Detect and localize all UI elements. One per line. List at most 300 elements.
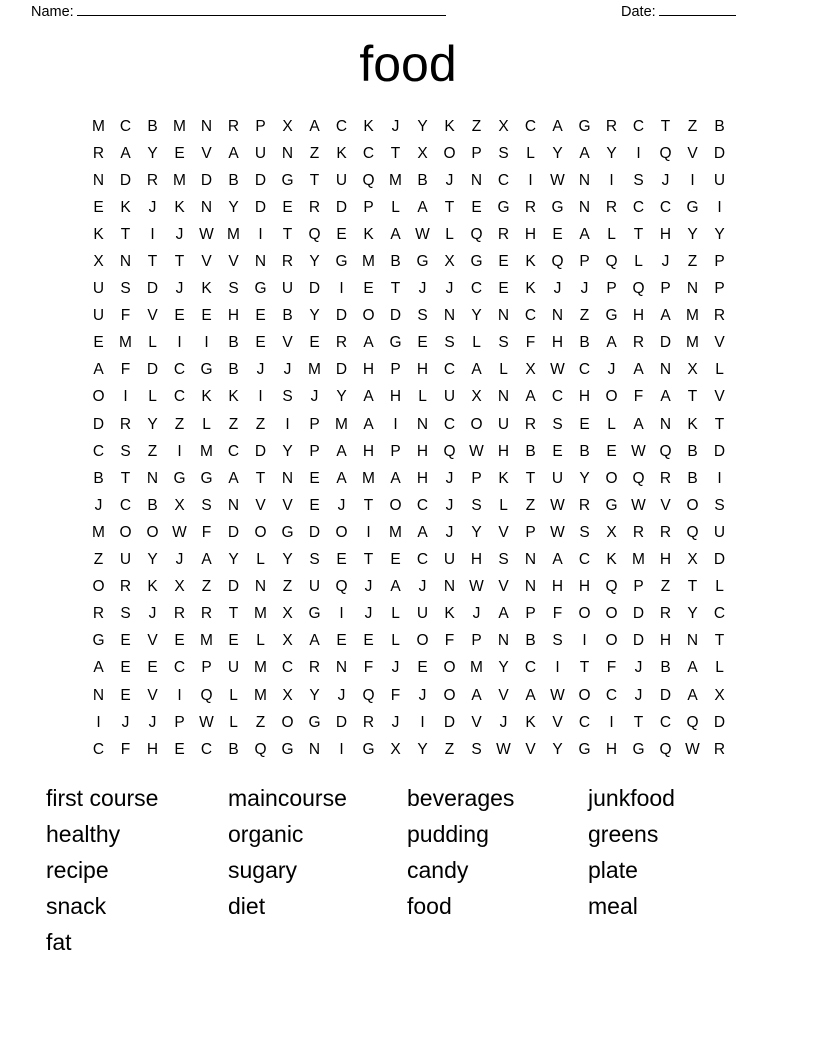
grid-cell[interactable]: L <box>607 415 616 433</box>
grid-cell[interactable]: T <box>633 713 644 731</box>
grid-cell[interactable]: A <box>309 632 320 650</box>
grid-cell[interactable]: J <box>337 686 346 704</box>
grid-cell[interactable]: Q <box>659 144 672 162</box>
grid-cell[interactable]: J <box>499 713 508 731</box>
grid-cell[interactable]: N <box>686 280 699 298</box>
grid-cell[interactable]: J <box>634 686 643 704</box>
grid-cell[interactable]: J <box>445 523 454 541</box>
grid-cell[interactable]: C <box>443 415 456 433</box>
grid-cell[interactable]: P <box>525 605 536 623</box>
grid-cell[interactable]: U <box>254 144 267 162</box>
grid-cell[interactable]: C <box>713 605 726 623</box>
grid-cell[interactable]: D <box>713 144 726 162</box>
grid-cell[interactable]: D <box>146 361 159 379</box>
grid-cell[interactable]: I <box>636 144 641 162</box>
grid-cell[interactable]: B <box>579 442 590 460</box>
grid-cell[interactable]: F <box>606 659 617 677</box>
grid-cell[interactable]: A <box>390 225 401 243</box>
grid-cell[interactable]: X <box>525 361 536 379</box>
grid-cell[interactable]: S <box>120 442 131 460</box>
grid-cell[interactable]: Z <box>687 253 698 271</box>
grid-cell[interactable]: C <box>659 713 672 731</box>
grid-cell[interactable]: E <box>336 551 347 569</box>
grid-cell[interactable]: E <box>282 198 293 216</box>
grid-cell[interactable]: N <box>470 171 483 189</box>
grid-cell[interactable]: M <box>119 334 132 352</box>
grid-cell[interactable]: O <box>335 523 348 541</box>
grid-cell[interactable]: M <box>173 117 186 135</box>
grid-cell[interactable]: M <box>200 632 213 650</box>
grid-cell[interactable]: L <box>256 632 265 650</box>
word-list-item[interactable]: beverages <box>407 785 515 811</box>
grid-cell[interactable]: E <box>309 496 320 514</box>
grid-cell[interactable]: H <box>416 442 429 460</box>
grid-cell[interactable]: O <box>416 632 429 650</box>
grid-cell[interactable]: I <box>258 388 263 406</box>
grid-cell[interactable]: J <box>472 605 481 623</box>
grid-cell[interactable]: K <box>444 117 455 135</box>
grid-cell[interactable]: D <box>335 361 348 379</box>
grid-cell[interactable]: W <box>469 442 484 460</box>
grid-cell[interactable]: G <box>281 740 294 758</box>
grid-cell[interactable]: P <box>606 280 617 298</box>
grid-cell[interactable]: B <box>660 659 671 677</box>
grid-cell[interactable]: Y <box>309 307 320 325</box>
word-list-item[interactable]: candy <box>407 857 469 883</box>
grid-cell[interactable]: X <box>282 605 293 623</box>
grid-cell[interactable]: K <box>147 578 158 596</box>
grid-cell[interactable]: G <box>686 198 699 216</box>
grid-cell[interactable]: W <box>415 225 430 243</box>
grid-cell[interactable]: H <box>389 388 402 406</box>
grid-cell[interactable]: U <box>335 171 348 189</box>
grid-cell[interactable]: J <box>364 578 373 596</box>
grid-cell[interactable]: P <box>255 117 266 135</box>
grid-cell[interactable]: Y <box>552 144 563 162</box>
grid-cell[interactable]: R <box>308 659 321 677</box>
grid-cell[interactable]: Y <box>309 686 320 704</box>
grid-cell[interactable]: J <box>175 551 184 569</box>
grid-cell[interactable]: O <box>605 388 618 406</box>
grid-cell[interactable]: T <box>228 605 239 623</box>
grid-cell[interactable]: V <box>255 496 266 514</box>
grid-cell[interactable]: S <box>471 740 482 758</box>
date-input-rule[interactable] <box>659 2 736 16</box>
grid-cell[interactable]: S <box>633 171 644 189</box>
grid-cell[interactable]: E <box>417 659 428 677</box>
grid-cell[interactable]: V <box>714 334 725 352</box>
grid-cell[interactable]: O <box>362 307 375 325</box>
grid-cell[interactable]: E <box>417 334 428 352</box>
grid-cell[interactable]: G <box>389 334 402 352</box>
grid-cell[interactable]: I <box>555 659 560 677</box>
grid-cell[interactable]: F <box>363 659 374 677</box>
grid-cell[interactable]: A <box>336 442 347 460</box>
grid-cell[interactable]: O <box>470 415 483 433</box>
grid-cell[interactable]: J <box>418 578 427 596</box>
grid-cell[interactable]: N <box>227 496 240 514</box>
grid-cell[interactable]: K <box>336 144 347 162</box>
grid-cell[interactable]: U <box>713 523 726 541</box>
grid-cell[interactable]: R <box>659 605 672 623</box>
grid-cell[interactable]: W <box>550 361 565 379</box>
grid-cell[interactable]: H <box>227 307 240 325</box>
grid-cell[interactable]: H <box>659 551 672 569</box>
grid-cell[interactable]: R <box>119 578 132 596</box>
grid-cell[interactable]: M <box>173 171 186 189</box>
grid-cell[interactable]: Y <box>282 551 293 569</box>
grid-cell[interactable]: L <box>229 713 238 731</box>
grid-cell[interactable]: C <box>92 442 105 460</box>
grid-cell[interactable]: I <box>96 713 101 731</box>
grid-cell[interactable]: R <box>713 307 726 325</box>
grid-cell[interactable]: S <box>120 605 131 623</box>
grid-cell[interactable]: C <box>119 117 132 135</box>
grid-cell[interactable]: K <box>201 280 212 298</box>
grid-cell[interactable]: R <box>335 334 348 352</box>
grid-cell[interactable]: M <box>335 415 348 433</box>
grid-cell[interactable]: O <box>92 388 105 406</box>
grid-cell[interactable]: E <box>471 198 482 216</box>
grid-cell[interactable]: I <box>528 171 533 189</box>
grid-cell[interactable]: J <box>148 198 157 216</box>
grid-cell[interactable]: G <box>578 740 591 758</box>
grid-cell[interactable]: J <box>445 280 454 298</box>
word-list-item[interactable]: greens <box>588 821 659 847</box>
grid-cell[interactable]: J <box>418 280 427 298</box>
grid-cell[interactable]: X <box>282 117 293 135</box>
grid-cell[interactable]: C <box>416 496 429 514</box>
grid-cell[interactable]: C <box>416 551 429 569</box>
grid-cell[interactable]: G <box>605 307 618 325</box>
grid-cell[interactable]: N <box>308 740 321 758</box>
grid-cell[interactable]: R <box>146 171 159 189</box>
grid-cell[interactable]: L <box>229 686 238 704</box>
grid-cell[interactable]: W <box>172 523 187 541</box>
grid-cell[interactable]: Q <box>362 171 375 189</box>
grid-cell[interactable]: R <box>632 334 645 352</box>
grid-cell[interactable]: Y <box>687 225 698 243</box>
grid-cell[interactable]: B <box>687 469 698 487</box>
grid-cell[interactable]: J <box>634 659 643 677</box>
grid-cell[interactable]: P <box>390 361 401 379</box>
word-list-item[interactable]: fat <box>46 929 72 955</box>
grid-cell[interactable]: J <box>445 171 454 189</box>
grid-cell[interactable]: R <box>92 144 105 162</box>
grid-cell[interactable]: J <box>148 713 157 731</box>
grid-cell[interactable]: B <box>282 307 293 325</box>
grid-cell[interactable]: A <box>579 225 590 243</box>
grid-cell[interactable]: N <box>281 469 294 487</box>
grid-cell[interactable]: P <box>471 632 482 650</box>
grid-cell[interactable]: V <box>498 686 509 704</box>
grid-cell[interactable]: Y <box>498 659 509 677</box>
grid-cell[interactable]: T <box>687 388 698 406</box>
grid-cell[interactable]: K <box>525 713 536 731</box>
grid-cell[interactable]: O <box>443 686 456 704</box>
grid-cell[interactable]: Q <box>605 578 618 596</box>
grid-cell[interactable]: S <box>282 388 293 406</box>
grid-cell[interactable]: O <box>578 605 591 623</box>
grid-cell[interactable]: Z <box>147 442 158 460</box>
grid-cell[interactable]: G <box>605 496 618 514</box>
grid-cell[interactable]: S <box>714 496 725 514</box>
grid-cell[interactable]: X <box>174 578 185 596</box>
grid-cell[interactable]: U <box>443 388 456 406</box>
word-list-item[interactable]: sugary <box>228 857 298 883</box>
grid-cell[interactable]: W <box>631 496 646 514</box>
grid-cell[interactable]: G <box>308 713 321 731</box>
grid-cell[interactable]: R <box>281 253 294 271</box>
grid-cell[interactable]: E <box>147 659 158 677</box>
grid-cell[interactable]: E <box>120 659 131 677</box>
grid-cell[interactable]: P <box>174 713 185 731</box>
grid-cell[interactable]: L <box>499 496 508 514</box>
grid-cell[interactable]: J <box>391 713 400 731</box>
grid-cell[interactable]: M <box>632 551 645 569</box>
grid-cell[interactable]: O <box>605 605 618 623</box>
grid-cell[interactable]: I <box>609 713 614 731</box>
grid-cell[interactable]: O <box>605 632 618 650</box>
grid-cell[interactable]: G <box>335 253 348 271</box>
grid-cell[interactable]: D <box>443 713 456 731</box>
grid-cell[interactable]: B <box>417 171 428 189</box>
grid-cell[interactable]: A <box>93 361 104 379</box>
grid-cell[interactable]: W <box>550 171 565 189</box>
grid-cell[interactable]: O <box>686 496 699 514</box>
grid-cell[interactable]: A <box>579 144 590 162</box>
word-list-item[interactable]: diet <box>228 893 266 919</box>
grid-cell[interactable]: O <box>254 523 267 541</box>
grid-cell[interactable]: W <box>685 740 700 758</box>
grid-cell[interactable]: E <box>363 632 374 650</box>
grid-cell[interactable]: J <box>310 388 319 406</box>
grid-cell[interactable]: E <box>120 686 131 704</box>
grid-cell[interactable]: K <box>687 415 698 433</box>
grid-cell[interactable]: Y <box>228 551 239 569</box>
grid-cell[interactable]: U <box>281 280 294 298</box>
grid-cell[interactable]: R <box>227 117 240 135</box>
grid-cell[interactable]: X <box>174 496 185 514</box>
grid-cell[interactable]: N <box>659 415 672 433</box>
grid-cell[interactable]: Y <box>147 415 158 433</box>
grid-cell[interactable]: L <box>445 225 454 243</box>
grid-cell[interactable]: D <box>713 713 726 731</box>
grid-cell[interactable]: Q <box>632 469 645 487</box>
grid-cell[interactable]: E <box>255 334 266 352</box>
grid-cell[interactable]: A <box>309 117 320 135</box>
grid-cell[interactable]: C <box>173 388 186 406</box>
grid-cell[interactable]: F <box>120 740 131 758</box>
grid-cell[interactable]: G <box>416 253 429 271</box>
grid-cell[interactable]: I <box>339 280 344 298</box>
grid-cell[interactable]: R <box>632 523 645 541</box>
grid-cell[interactable]: L <box>391 198 400 216</box>
grid-cell[interactable]: N <box>578 198 591 216</box>
grid-cell[interactable]: T <box>525 469 536 487</box>
grid-cell[interactable]: G <box>281 523 294 541</box>
grid-cell[interactable]: X <box>606 523 617 541</box>
grid-cell[interactable]: E <box>498 280 509 298</box>
grid-cell[interactable]: V <box>147 632 158 650</box>
grid-cell[interactable]: H <box>524 225 537 243</box>
grid-cell[interactable]: B <box>228 334 239 352</box>
grid-cell[interactable]: N <box>686 632 699 650</box>
grid-cell[interactable]: R <box>173 605 186 623</box>
grid-cell[interactable]: V <box>282 334 293 352</box>
grid-cell[interactable]: C <box>632 198 645 216</box>
grid-cell[interactable]: F <box>390 686 401 704</box>
grid-cell[interactable]: N <box>443 307 456 325</box>
grid-cell[interactable]: A <box>633 361 644 379</box>
grid-cell[interactable]: H <box>416 469 429 487</box>
grid-cell[interactable]: F <box>633 388 644 406</box>
grid-cell[interactable]: C <box>173 361 186 379</box>
grid-cell[interactable]: I <box>717 469 722 487</box>
grid-cell[interactable]: L <box>418 388 427 406</box>
grid-cell[interactable]: Q <box>308 225 321 243</box>
grid-cell[interactable]: D <box>335 713 348 731</box>
grid-cell[interactable]: M <box>254 686 267 704</box>
grid-cell[interactable]: H <box>497 442 510 460</box>
grid-cell[interactable]: I <box>150 225 155 243</box>
grid-cell[interactable]: J <box>445 496 454 514</box>
grid-cell[interactable]: B <box>228 361 239 379</box>
grid-cell[interactable]: Q <box>605 253 618 271</box>
grid-cell[interactable]: V <box>525 740 536 758</box>
grid-cell[interactable]: J <box>661 171 670 189</box>
grid-cell[interactable]: L <box>715 659 724 677</box>
grid-cell[interactable]: V <box>498 578 509 596</box>
grid-cell[interactable]: G <box>281 171 294 189</box>
word-list-item[interactable]: meal <box>588 893 638 919</box>
grid-cell[interactable]: I <box>582 632 587 650</box>
grid-cell[interactable]: S <box>471 496 482 514</box>
grid-cell[interactable]: N <box>551 307 564 325</box>
grid-cell[interactable]: Y <box>471 523 482 541</box>
grid-cell[interactable]: U <box>443 551 456 569</box>
grid-cell[interactable]: F <box>201 523 212 541</box>
grid-cell[interactable]: G <box>470 253 483 271</box>
grid-cell[interactable]: V <box>687 144 698 162</box>
grid-cell[interactable]: B <box>525 632 536 650</box>
grid-cell[interactable]: T <box>255 469 266 487</box>
grid-cell[interactable]: M <box>470 659 483 677</box>
grid-cell[interactable]: F <box>120 307 131 325</box>
grid-cell[interactable]: K <box>498 469 509 487</box>
grid-cell[interactable]: L <box>499 361 508 379</box>
grid-cell[interactable]: H <box>362 361 375 379</box>
grid-cell[interactable]: L <box>391 632 400 650</box>
grid-cell[interactable]: U <box>713 171 726 189</box>
grid-cell[interactable]: F <box>552 605 563 623</box>
grid-cell[interactable]: E <box>93 198 104 216</box>
grid-cell[interactable]: P <box>714 253 725 271</box>
grid-cell[interactable]: Z <box>471 117 482 135</box>
grid-cell[interactable]: J <box>94 496 103 514</box>
grid-cell[interactable]: N <box>200 198 213 216</box>
grid-cell[interactable]: R <box>524 415 537 433</box>
name-input-rule[interactable] <box>77 2 446 16</box>
grid-cell[interactable]: Q <box>335 578 348 596</box>
grid-cell[interactable]: Y <box>687 605 698 623</box>
grid-cell[interactable]: Z <box>309 144 320 162</box>
grid-cell[interactable]: J <box>121 713 130 731</box>
grid-cell[interactable]: H <box>416 361 429 379</box>
grid-cell[interactable]: C <box>497 171 510 189</box>
grid-cell[interactable]: E <box>498 253 509 271</box>
grid-cell[interactable]: H <box>632 307 645 325</box>
grid-cell[interactable]: O <box>578 686 591 704</box>
grid-cell[interactable]: O <box>281 713 294 731</box>
grid-cell[interactable]: A <box>525 388 536 406</box>
grid-cell[interactable]: N <box>92 171 105 189</box>
grid-cell[interactable]: X <box>471 388 482 406</box>
grid-cell[interactable]: I <box>177 442 182 460</box>
grid-cell[interactable]: B <box>228 171 239 189</box>
grid-cell[interactable]: J <box>445 469 454 487</box>
grid-cell[interactable]: A <box>471 361 482 379</box>
grid-cell[interactable]: D <box>308 280 321 298</box>
grid-cell[interactable]: P <box>390 442 401 460</box>
grid-cell[interactable]: A <box>687 659 698 677</box>
grid-cell[interactable]: A <box>687 686 698 704</box>
grid-cell[interactable]: R <box>605 117 618 135</box>
grid-cell[interactable]: Y <box>417 740 428 758</box>
grid-cell[interactable]: S <box>498 551 509 569</box>
grid-cell[interactable]: O <box>119 523 132 541</box>
grid-cell[interactable]: H <box>146 740 159 758</box>
grid-cell[interactable]: A <box>606 334 617 352</box>
grid-cell[interactable]: Q <box>686 713 699 731</box>
grid-cell[interactable]: E <box>174 307 185 325</box>
grid-cell[interactable]: X <box>390 740 401 758</box>
grid-cell[interactable]: D <box>200 171 213 189</box>
grid-cell[interactable]: S <box>552 632 563 650</box>
grid-cell[interactable]: A <box>363 415 374 433</box>
grid-cell[interactable]: B <box>525 442 536 460</box>
grid-cell[interactable]: H <box>659 632 672 650</box>
grid-cell[interactable]: P <box>714 280 725 298</box>
grid-cell[interactable]: A <box>93 659 104 677</box>
grid-cell[interactable]: A <box>363 334 374 352</box>
grid-cell[interactable]: L <box>607 225 616 243</box>
grid-cell[interactable]: C <box>578 713 591 731</box>
grid-cell[interactable]: Q <box>200 686 213 704</box>
grid-cell[interactable]: D <box>227 523 240 541</box>
grid-cell[interactable]: Q <box>551 253 564 271</box>
grid-cell[interactable]: K <box>444 605 455 623</box>
grid-cell[interactable]: Z <box>201 578 212 596</box>
grid-cell[interactable]: R <box>659 469 672 487</box>
grid-cell[interactable]: D <box>335 307 348 325</box>
grid-cell[interactable]: T <box>714 632 725 650</box>
grid-cell[interactable]: O <box>605 469 618 487</box>
grid-cell[interactable]: C <box>362 144 375 162</box>
grid-cell[interactable]: N <box>497 307 510 325</box>
grid-cell[interactable]: N <box>497 632 510 650</box>
grid-cell[interactable]: Q <box>470 225 483 243</box>
grid-cell[interactable]: P <box>471 144 482 162</box>
grid-cell[interactable]: L <box>256 551 265 569</box>
grid-cell[interactable]: T <box>363 496 374 514</box>
grid-cell[interactable]: T <box>174 253 185 271</box>
grid-cell[interactable]: N <box>119 253 132 271</box>
grid-cell[interactable]: A <box>498 605 509 623</box>
grid-cell[interactable]: D <box>254 198 267 216</box>
grid-cell[interactable]: A <box>201 551 212 569</box>
grid-cell[interactable]: J <box>580 280 589 298</box>
